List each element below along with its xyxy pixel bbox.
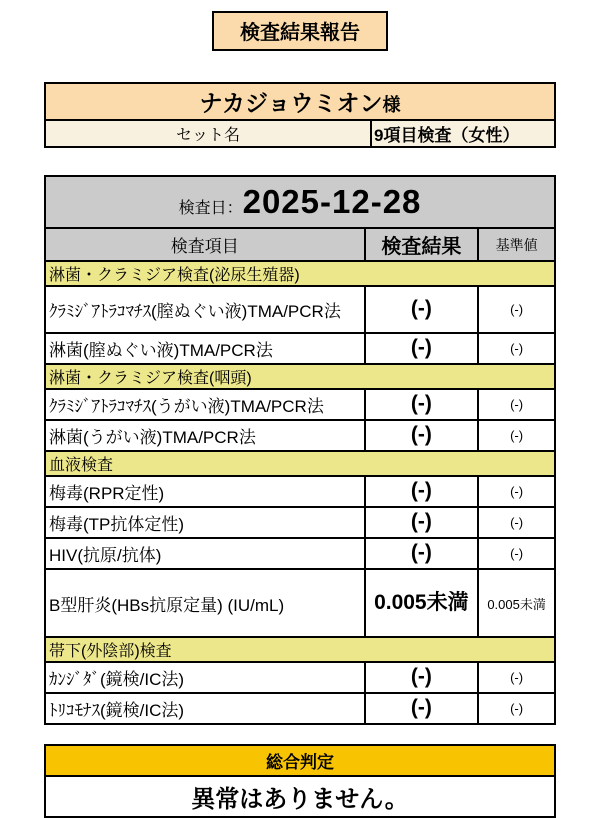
- overall-judgment-value-row: [45, 776, 555, 817]
- table-row: [45, 538, 555, 569]
- test-reference: (-): [478, 389, 555, 420]
- set-name-row: [45, 120, 555, 147]
- test-reference: 0.005未満: [478, 569, 555, 637]
- test-reference: (-): [478, 286, 555, 333]
- test-result: (-): [365, 389, 479, 420]
- test-item-name: 梅毒(TP抗体定性): [45, 507, 365, 538]
- table-row: [45, 569, 555, 637]
- report-page: [0, 11, 600, 811]
- table-row: [45, 333, 555, 364]
- overall-judgment-value: 異常はありません。: [45, 776, 555, 817]
- overall-judgment-header: 総合判定: [45, 745, 555, 776]
- test-item-name: B型肝炎(HBs抗原定量) (IU/mL): [45, 569, 365, 637]
- test-result: (-): [365, 662, 479, 693]
- table-row: [45, 420, 555, 451]
- overall-judgment-box: [44, 744, 556, 818]
- overall-judgment-header-row: [45, 745, 555, 776]
- test-date-label: 検査日：: [178, 200, 243, 217]
- test-result: 0.005未満: [365, 569, 479, 637]
- column-header-row: [45, 228, 555, 261]
- test-reference: (-): [478, 420, 555, 451]
- test-reference: (-): [478, 507, 555, 538]
- section-header: [45, 451, 555, 476]
- section-header: [45, 364, 555, 389]
- test-date-cell: [45, 176, 555, 228]
- test-reference: (-): [478, 662, 555, 693]
- test-reference: (-): [478, 476, 555, 507]
- column-header-item: 検査項目: [45, 228, 365, 261]
- test-result: (-): [365, 476, 479, 507]
- test-result: (-): [365, 538, 479, 569]
- column-header-reference: 基準値: [478, 228, 555, 261]
- test-item-name: 淋菌(膣ぬぐい液)TMA/PCR法: [45, 333, 365, 364]
- section-header: [45, 637, 555, 662]
- test-result: (-): [365, 507, 479, 538]
- test-result: (-): [365, 286, 479, 333]
- page-title: 検査結果報告: [212, 11, 388, 51]
- test-date-value: 2025-12-28: [242, 183, 422, 220]
- test-result: (-): [365, 333, 479, 364]
- test-item-name: ﾄﾘｺﾓﾅｽ(鏡検/IC法): [45, 693, 365, 724]
- column-header-result: 検査結果: [365, 228, 479, 261]
- patient-info-table: [44, 82, 556, 148]
- test-reference: (-): [478, 538, 555, 569]
- patient-name-row: [45, 83, 555, 120]
- test-reference: (-): [478, 693, 555, 724]
- table-row: [45, 693, 555, 724]
- section-header: [45, 261, 555, 286]
- test-item-name: ｸﾗﾐｼﾞｱﾄﾗｺﾏﾁｽ(うがい液)TMA/PCR法: [45, 389, 365, 420]
- test-result-table: [44, 175, 556, 725]
- test-item-name: HIV(抗原/抗体): [45, 538, 365, 569]
- test-result: (-): [365, 693, 479, 724]
- table-row: [45, 476, 555, 507]
- test-result: (-): [365, 420, 479, 451]
- set-name-label: セット名: [45, 120, 371, 147]
- section-header-label: 血液検査: [45, 451, 555, 476]
- patient-honorific: 様: [382, 95, 401, 115]
- table-row: [45, 662, 555, 693]
- test-date-row: [45, 176, 555, 228]
- patient-name-cell: [45, 83, 555, 120]
- table-row: [45, 507, 555, 538]
- section-header-label: 淋菌・クラミジア検査(咽頭): [45, 364, 555, 389]
- section-header-label: 淋菌・クラミジア検査(泌尿生殖器): [45, 261, 555, 286]
- test-item-name: 梅毒(RPR定性): [45, 476, 365, 507]
- test-item-name: 淋菌(うがい液)TMA/PCR法: [45, 420, 365, 451]
- test-reference: (-): [478, 333, 555, 364]
- set-name-value: 9項目検査（女性）: [371, 120, 555, 147]
- test-item-name: ｶﾝｼﾞﾀﾞ(鏡検/IC法): [45, 662, 365, 693]
- test-item-name: ｸﾗﾐｼﾞｱﾄﾗｺﾏﾁｽ(膣ぬぐい液)TMA/PCR法: [45, 286, 365, 333]
- table-row: [45, 286, 555, 333]
- section-header-label: 帯下(外陰部)検査: [45, 637, 555, 662]
- table-row: [45, 389, 555, 420]
- patient-name: ナカジョウミオン: [199, 90, 383, 116]
